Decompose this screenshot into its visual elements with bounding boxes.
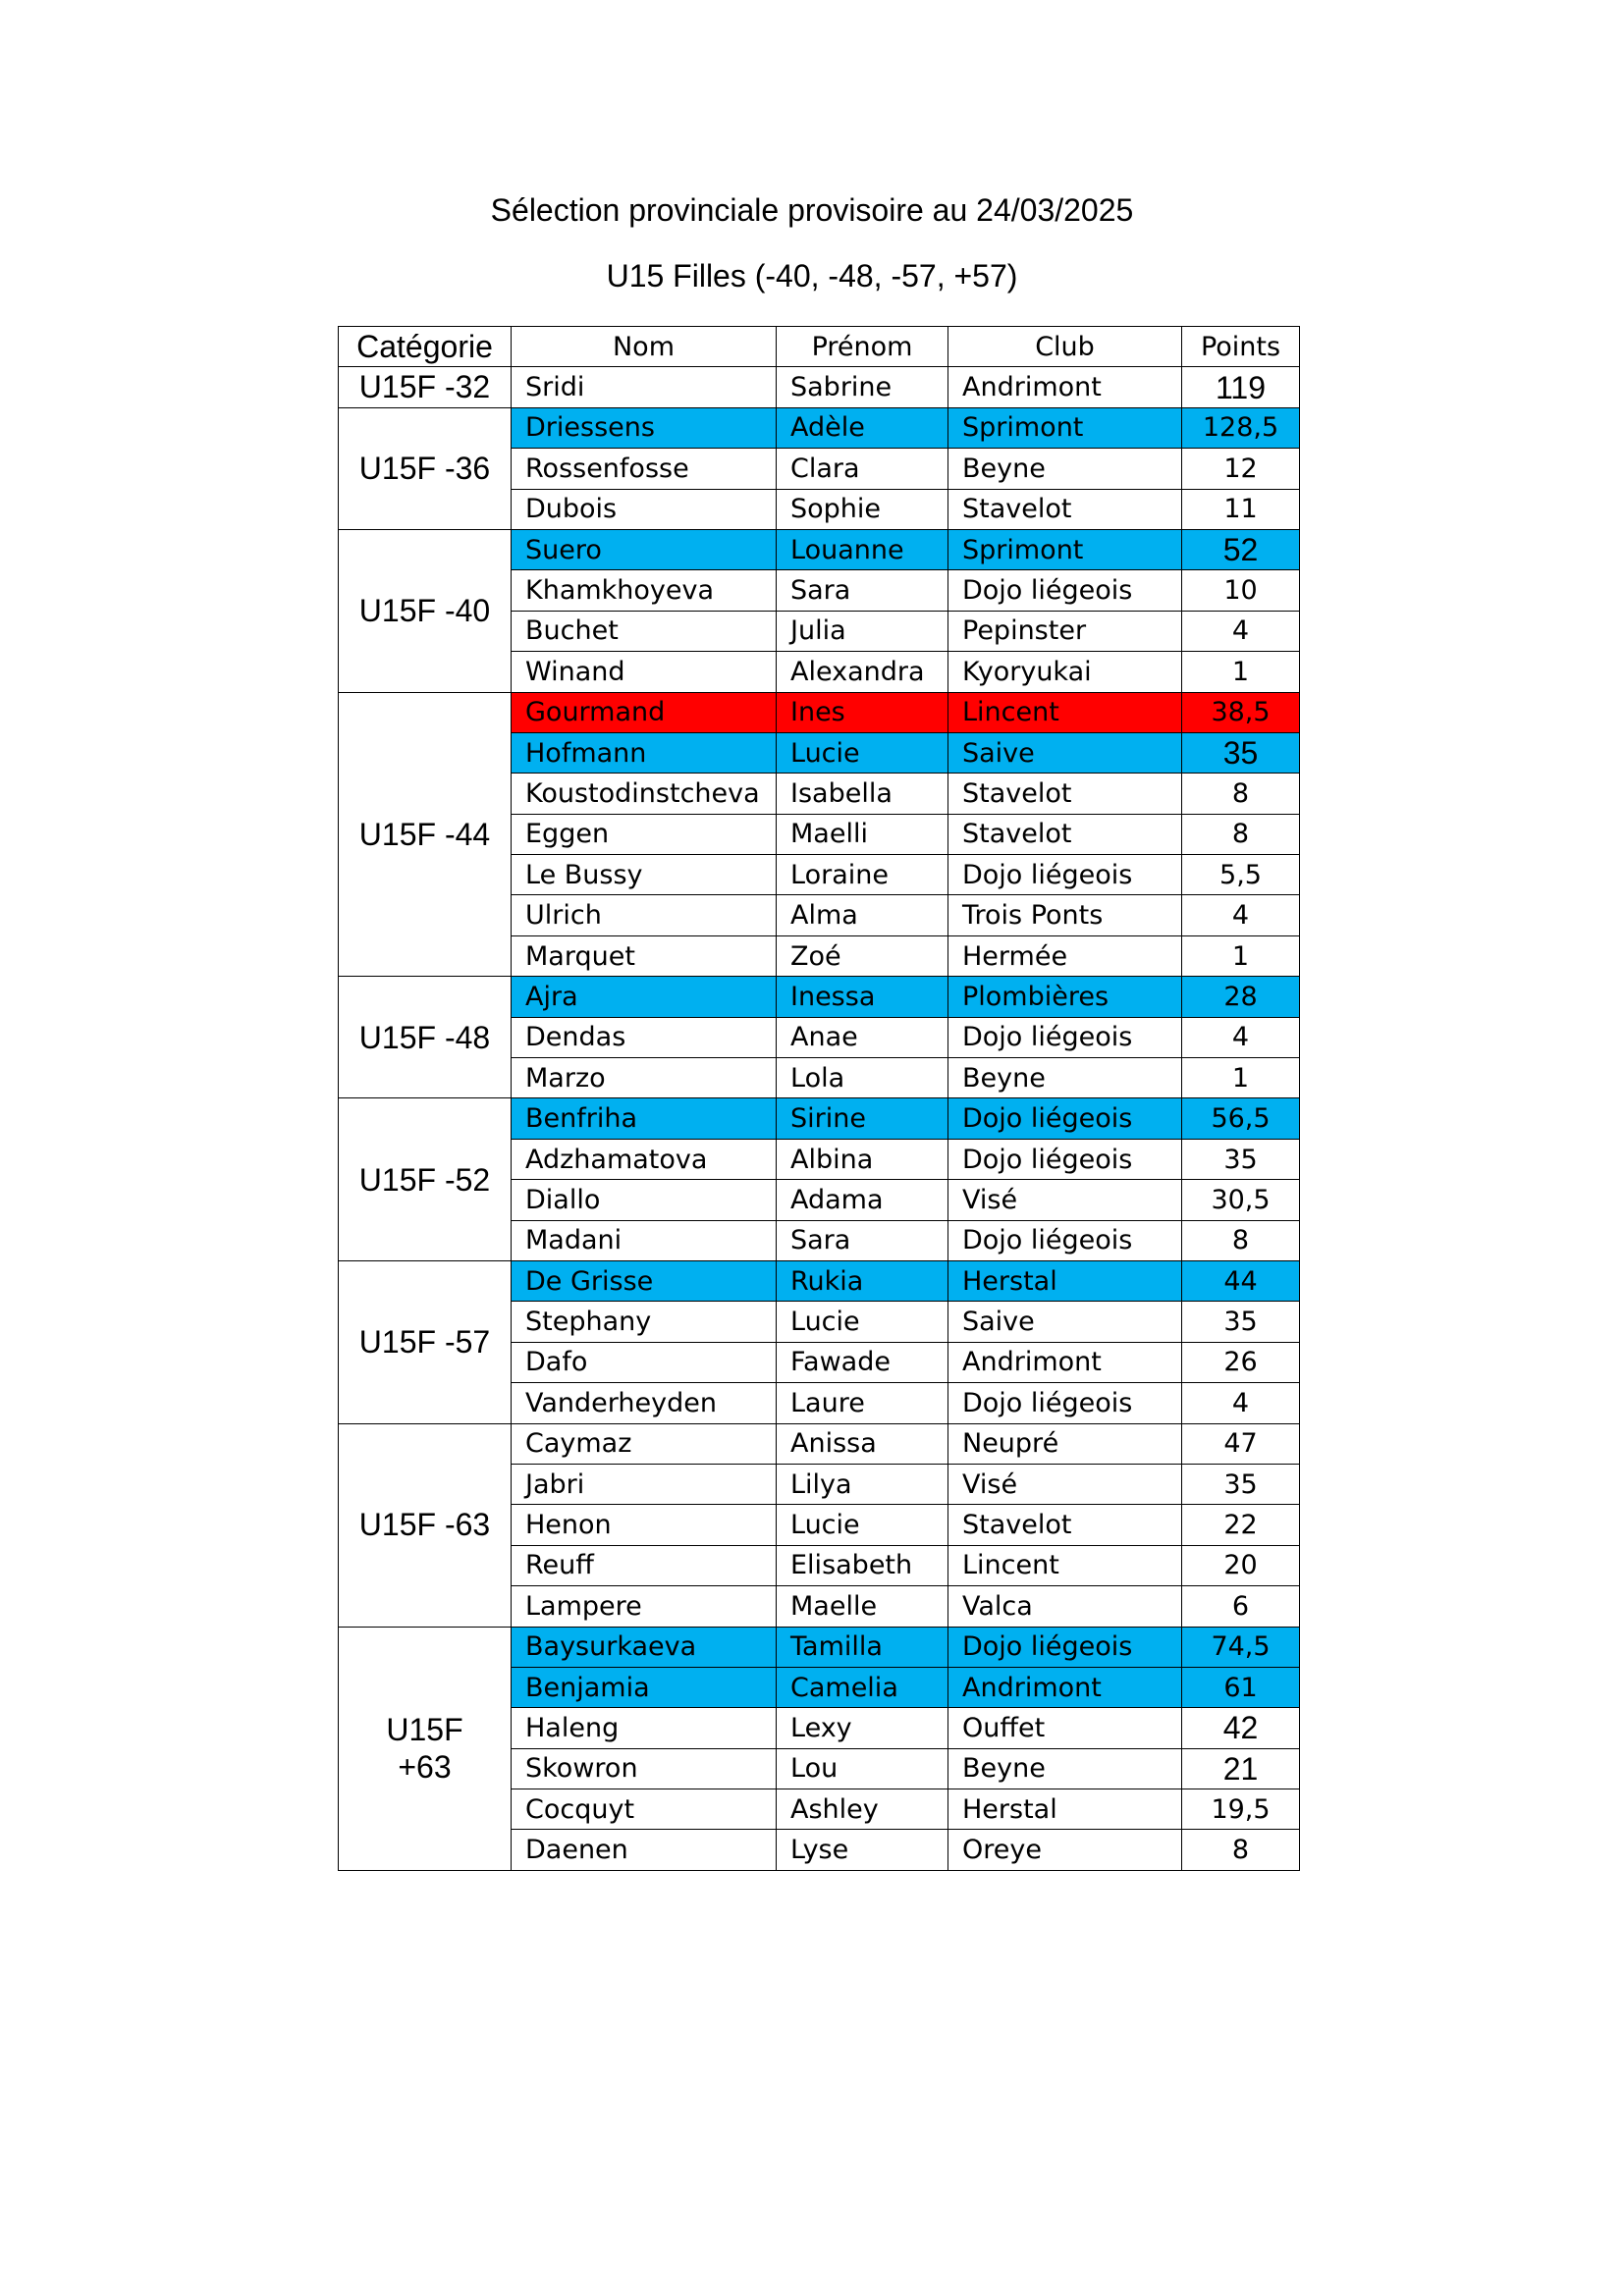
points-cell: 61 bbox=[1182, 1667, 1300, 1707]
club-cell: Saive bbox=[948, 732, 1182, 773]
points-cell: 4 bbox=[1182, 1383, 1300, 1423]
nom-cell: Winand bbox=[512, 652, 777, 692]
nom-cell: Hofmann bbox=[512, 732, 777, 773]
points-cell: 119 bbox=[1182, 367, 1300, 407]
table-row bbox=[339, 1098, 1300, 1139]
club-cell: Stavelot bbox=[948, 489, 1182, 529]
points-cell: 44 bbox=[1182, 1260, 1300, 1301]
prenom-cell: Maelle bbox=[777, 1586, 948, 1627]
prenom-cell: Adama bbox=[777, 1180, 948, 1220]
nom-cell: Skowron bbox=[512, 1748, 777, 1789]
prenom-cell: Lilya bbox=[777, 1464, 948, 1504]
prenom-cell: Ines bbox=[777, 692, 948, 732]
club-cell: Beyne bbox=[948, 449, 1182, 489]
club-cell: Beyne bbox=[948, 1748, 1182, 1789]
nom-cell: Diallo bbox=[512, 1180, 777, 1220]
prenom-cell: Anissa bbox=[777, 1423, 948, 1464]
nom-cell: Khamkhoyeva bbox=[512, 570, 777, 611]
points-cell: 8 bbox=[1182, 814, 1300, 854]
prenom-cell: Tamilla bbox=[777, 1627, 948, 1667]
points-cell: 10 bbox=[1182, 570, 1300, 611]
points-cell: 52 bbox=[1182, 529, 1300, 569]
club-cell: Lincent bbox=[948, 692, 1182, 732]
category-cell: U15F +63 bbox=[339, 1627, 512, 1870]
nom-cell: Rossenfosse bbox=[512, 449, 777, 489]
points-cell: 4 bbox=[1182, 611, 1300, 651]
club-cell: Dojo liégeois bbox=[948, 1017, 1182, 1057]
points-cell: 38,5 bbox=[1182, 692, 1300, 732]
club-cell: Oreye bbox=[948, 1830, 1182, 1870]
column-header-club: Club bbox=[948, 327, 1182, 367]
club-cell: Dojo liégeois bbox=[948, 1627, 1182, 1667]
club-cell: Andrimont bbox=[948, 1667, 1182, 1707]
nom-cell: Ajra bbox=[512, 977, 777, 1017]
category-cell: U15F -63 bbox=[339, 1423, 512, 1627]
prenom-cell: Maelli bbox=[777, 814, 948, 854]
prenom-cell: Rukia bbox=[777, 1260, 948, 1301]
prenom-cell: Albina bbox=[777, 1139, 948, 1179]
points-cell: 6 bbox=[1182, 1586, 1300, 1627]
prenom-cell: Loraine bbox=[777, 855, 948, 895]
category-cell: U15F -40 bbox=[339, 529, 512, 692]
nom-cell: Lampere bbox=[512, 1586, 777, 1627]
points-cell: 21 bbox=[1182, 1748, 1300, 1789]
table-body bbox=[339, 367, 1300, 1870]
prenom-cell: Adèle bbox=[777, 407, 948, 448]
prenom-cell: Lucie bbox=[777, 1302, 948, 1342]
points-cell: 128,5 bbox=[1182, 407, 1300, 448]
table-row bbox=[339, 1627, 1300, 1667]
prenom-cell: Sara bbox=[777, 570, 948, 611]
points-cell: 12 bbox=[1182, 449, 1300, 489]
nom-cell: Driessens bbox=[512, 407, 777, 448]
column-header-prenom: Prénom bbox=[777, 327, 948, 367]
column-header-points: Points bbox=[1182, 327, 1300, 367]
category-cell: U15F -32 bbox=[339, 367, 512, 407]
nom-cell: Dendas bbox=[512, 1017, 777, 1057]
prenom-cell: Elisabeth bbox=[777, 1545, 948, 1585]
table-row bbox=[339, 367, 1300, 407]
category-cell: U15F -48 bbox=[339, 977, 512, 1098]
points-cell: 5,5 bbox=[1182, 855, 1300, 895]
column-header-nom: Nom bbox=[512, 327, 777, 367]
points-cell: 4 bbox=[1182, 1017, 1300, 1057]
club-cell: Stavelot bbox=[948, 1505, 1182, 1545]
nom-cell: Suero bbox=[512, 529, 777, 569]
prenom-cell: Louanne bbox=[777, 529, 948, 569]
points-cell: 22 bbox=[1182, 1505, 1300, 1545]
prenom-cell: Alexandra bbox=[777, 652, 948, 692]
prenom-cell: Laure bbox=[777, 1383, 948, 1423]
prenom-cell: Ashley bbox=[777, 1789, 948, 1830]
prenom-cell: Clara bbox=[777, 449, 948, 489]
nom-cell: Le Bussy bbox=[512, 855, 777, 895]
table-row bbox=[339, 1423, 1300, 1464]
nom-cell: Caymaz bbox=[512, 1423, 777, 1464]
document-subtitle: U15 Filles (-40, -48, -57, +57) bbox=[606, 258, 1018, 294]
column-header-category: Catégorie bbox=[339, 327, 512, 367]
club-cell: Sprimont bbox=[948, 407, 1182, 448]
nom-cell: Eggen bbox=[512, 814, 777, 854]
club-cell: Dojo liégeois bbox=[948, 1383, 1182, 1423]
nom-cell: Haleng bbox=[512, 1708, 777, 1748]
nom-cell: De Grisse bbox=[512, 1260, 777, 1301]
club-cell: Lincent bbox=[948, 1545, 1182, 1585]
nom-cell: Buchet bbox=[512, 611, 777, 651]
nom-cell: Dubois bbox=[512, 489, 777, 529]
nom-cell: Benjamia bbox=[512, 1667, 777, 1707]
prenom-cell: Julia bbox=[777, 611, 948, 651]
points-cell: 35 bbox=[1182, 1464, 1300, 1504]
points-cell: 19,5 bbox=[1182, 1789, 1300, 1830]
club-cell: Stavelot bbox=[948, 814, 1182, 854]
points-cell: 8 bbox=[1182, 1220, 1300, 1260]
nom-cell: Madani bbox=[512, 1220, 777, 1260]
prenom-cell: Lucie bbox=[777, 732, 948, 773]
table-row bbox=[339, 1260, 1300, 1301]
points-cell: 35 bbox=[1182, 732, 1300, 773]
club-cell: Beyne bbox=[948, 1058, 1182, 1098]
selection-table bbox=[338, 326, 1300, 1871]
nom-cell: Adzhamatova bbox=[512, 1139, 777, 1179]
points-cell: 1 bbox=[1182, 1058, 1300, 1098]
club-cell: Saive bbox=[948, 1302, 1182, 1342]
prenom-cell: Inessa bbox=[777, 977, 948, 1017]
category-cell: U15F -52 bbox=[339, 1098, 512, 1261]
prenom-cell: Anae bbox=[777, 1017, 948, 1057]
points-cell: 30,5 bbox=[1182, 1180, 1300, 1220]
prenom-cell: Sophie bbox=[777, 489, 948, 529]
nom-cell: Sridi bbox=[512, 367, 777, 407]
prenom-cell: Alma bbox=[777, 895, 948, 935]
nom-cell: Marzo bbox=[512, 1058, 777, 1098]
prenom-cell: Sara bbox=[777, 1220, 948, 1260]
nom-cell: Ulrich bbox=[512, 895, 777, 935]
points-cell: 47 bbox=[1182, 1423, 1300, 1464]
club-cell: Dojo liégeois bbox=[948, 855, 1182, 895]
document-title: Sélection provinciale provisoire au 24/03/2025 bbox=[490, 192, 1134, 228]
club-cell: Visé bbox=[948, 1464, 1182, 1504]
nom-cell: Daenen bbox=[512, 1830, 777, 1870]
points-cell: 11 bbox=[1182, 489, 1300, 529]
prenom-cell: Sirine bbox=[777, 1098, 948, 1139]
club-cell: Pepinster bbox=[948, 611, 1182, 651]
prenom-cell: Lyse bbox=[777, 1830, 948, 1870]
category-cell: U15F -36 bbox=[339, 407, 512, 529]
club-cell: Andrimont bbox=[948, 1342, 1182, 1382]
club-cell: Sprimont bbox=[948, 529, 1182, 569]
points-cell: 74,5 bbox=[1182, 1627, 1300, 1667]
club-cell: Hermée bbox=[948, 935, 1182, 976]
table-header-row bbox=[339, 327, 1300, 367]
nom-cell: Benfriha bbox=[512, 1098, 777, 1139]
prenom-cell: Lou bbox=[777, 1748, 948, 1789]
table-row bbox=[339, 692, 1300, 732]
prenom-cell: Camelia bbox=[777, 1667, 948, 1707]
points-cell: 35 bbox=[1182, 1302, 1300, 1342]
prenom-cell: Lucie bbox=[777, 1505, 948, 1545]
club-cell: Neupré bbox=[948, 1423, 1182, 1464]
points-cell: 26 bbox=[1182, 1342, 1300, 1382]
nom-cell: Gourmand bbox=[512, 692, 777, 732]
nom-cell: Vanderheyden bbox=[512, 1383, 777, 1423]
prenom-cell: Isabella bbox=[777, 774, 948, 814]
prenom-cell: Zoé bbox=[777, 935, 948, 976]
nom-cell: Cocquyt bbox=[512, 1789, 777, 1830]
club-cell: Plombières bbox=[948, 977, 1182, 1017]
club-cell: Ouffet bbox=[948, 1708, 1182, 1748]
nom-cell: Henon bbox=[512, 1505, 777, 1545]
table-row bbox=[339, 977, 1300, 1017]
points-cell: 1 bbox=[1182, 652, 1300, 692]
category-cell: U15F -57 bbox=[339, 1260, 512, 1423]
points-cell: 42 bbox=[1182, 1708, 1300, 1748]
nom-cell: Koustodinstcheva bbox=[512, 774, 777, 814]
nom-cell: Reuff bbox=[512, 1545, 777, 1585]
club-cell: Dojo liégeois bbox=[948, 1098, 1182, 1139]
points-cell: 35 bbox=[1182, 1139, 1300, 1179]
prenom-cell: Sabrine bbox=[777, 367, 948, 407]
points-cell: 28 bbox=[1182, 977, 1300, 1017]
club-cell: Herstal bbox=[948, 1789, 1182, 1830]
club-cell: Herstal bbox=[948, 1260, 1182, 1301]
nom-cell: Stephany bbox=[512, 1302, 777, 1342]
nom-cell: Jabri bbox=[512, 1464, 777, 1504]
prenom-cell: Lola bbox=[777, 1058, 948, 1098]
table-row bbox=[339, 529, 1300, 569]
club-cell: Andrimont bbox=[948, 367, 1182, 407]
prenom-cell: Lexy bbox=[777, 1708, 948, 1748]
points-cell: 56,5 bbox=[1182, 1098, 1300, 1139]
club-cell: Kyoryukai bbox=[948, 652, 1182, 692]
nom-cell: Dafo bbox=[512, 1342, 777, 1382]
prenom-cell: Fawade bbox=[777, 1342, 948, 1382]
club-cell: Stavelot bbox=[948, 774, 1182, 814]
points-cell: 8 bbox=[1182, 1830, 1300, 1870]
points-cell: 1 bbox=[1182, 935, 1300, 976]
nom-cell: Baysurkaeva bbox=[512, 1627, 777, 1667]
club-cell: Dojo liégeois bbox=[948, 1220, 1182, 1260]
category-cell: U15F -44 bbox=[339, 692, 512, 977]
club-cell: Trois Ponts bbox=[948, 895, 1182, 935]
points-cell: 4 bbox=[1182, 895, 1300, 935]
points-cell: 8 bbox=[1182, 774, 1300, 814]
table-row bbox=[339, 407, 1300, 448]
club-cell: Visé bbox=[948, 1180, 1182, 1220]
club-cell: Dojo liégeois bbox=[948, 570, 1182, 611]
points-cell: 20 bbox=[1182, 1545, 1300, 1585]
nom-cell: Marquet bbox=[512, 935, 777, 976]
club-cell: Dojo liégeois bbox=[948, 1139, 1182, 1179]
club-cell: Valca bbox=[948, 1586, 1182, 1627]
